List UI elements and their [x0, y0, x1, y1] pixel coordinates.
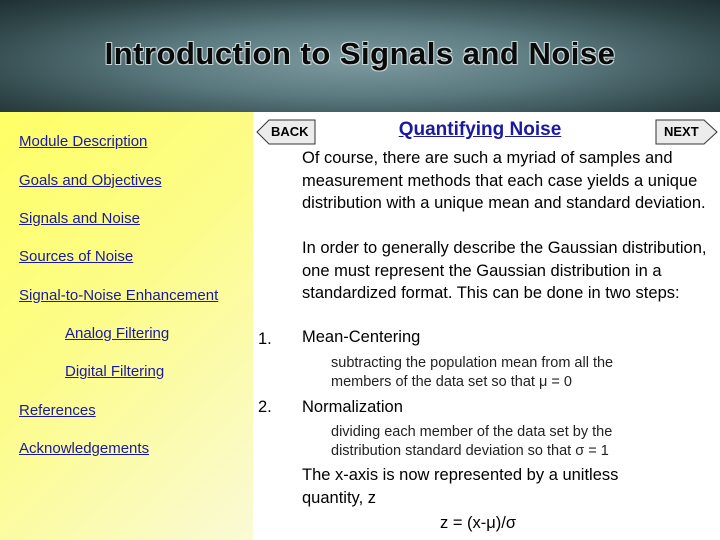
back-button[interactable] — [256, 118, 316, 146]
paragraph-x-axis: The x-axis is now represented by a unitless quantity, z — [302, 466, 619, 507]
step-1-number: 1. — [258, 330, 272, 348]
sidebar-item-sources-of-noise[interactable]: Sources of Noise — [19, 248, 134, 265]
paragraph-standardize: In order to generally describe the Gaussian distribution, one must represent the Gaussian distribution in a standardized format. This can be done in two steps: — [302, 239, 707, 302]
sidebar-item-digital-filtering[interactable]: Digital Filtering — [65, 363, 165, 380]
step-1-title: Mean-Centering — [302, 328, 421, 346]
step-2-title: Normalization — [302, 398, 403, 416]
sidebar-item-goals-and-objectives[interactable]: Goals and Objectives — [19, 172, 162, 189]
sidebar-item-references[interactable]: References — [19, 402, 96, 419]
step-2-detail: dividing each member of the data set by the distribution standard deviation so that σ = 1 — [331, 424, 613, 459]
sidebar-item-signal-to-noise-enhancement[interactable]: Signal-to-Noise Enhancement — [19, 287, 219, 304]
next-button[interactable] — [655, 118, 718, 146]
sidebar-item-acknowledgements[interactable]: Acknowledgements — [19, 440, 150, 457]
header-banner — [0, 0, 720, 112]
step-2-number: 2. — [258, 398, 272, 416]
step-1-detail: subtracting the population mean from all the members of the data set so that μ = 0 — [331, 355, 614, 390]
sidebar-item-analog-filtering[interactable]: Analog Filtering — [65, 325, 170, 342]
next-label: NEXT — [664, 124, 699, 139]
sidebar-item-module-description[interactable]: Module Description — [19, 133, 148, 150]
page-title: Introduction to Signals and Noise — [104, 36, 616, 71]
sidebar-item-signals-and-noise[interactable]: Signals and Noise — [19, 210, 140, 227]
back-label: BACK — [271, 124, 309, 139]
paragraph-intro: Of course, there are such a myriad of samples and measurement methods that each case yields a unique distribution with a unique mean and standard deviation. — [302, 149, 706, 212]
slide-title: Quantifying Noise — [398, 119, 562, 140]
formula: z = (x-μ)/σ — [440, 514, 517, 532]
